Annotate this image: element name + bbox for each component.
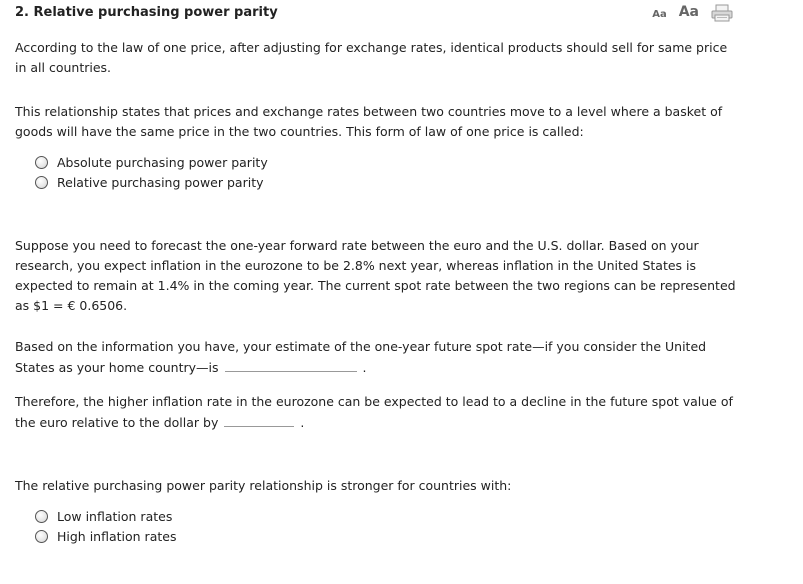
radio-button[interactable] [35, 530, 48, 543]
radio-button[interactable] [35, 510, 48, 523]
radio-button[interactable] [35, 156, 48, 169]
q3-prompt: The relative purchasing power parity relationship is stronger for countries with: [15, 478, 512, 493]
question-title: 2. Relative purchasing power parity [15, 5, 278, 20]
option-label: Relative purchasing power parity [57, 174, 264, 190]
q1-options [35, 152, 268, 192]
spot-rate-answer-input[interactable] [225, 357, 357, 372]
decline-period: . [300, 415, 305, 430]
print-icon[interactable] [711, 4, 733, 20]
option-label: Low inflation rates [57, 508, 173, 524]
decline-answer-input[interactable] [224, 412, 294, 427]
q1-option-absolute[interactable] [35, 152, 268, 172]
radio-button[interactable] [35, 176, 48, 189]
spot-rate-question [15, 337, 740, 378]
q3-option-low[interactable] [35, 506, 176, 526]
text-size-small-button[interactable]: Aa [652, 9, 667, 20]
q1-option-relative[interactable] [35, 172, 268, 192]
decline-text: Therefore, the higher inflation rate in the eurozone can be expected to lead to a decline in the future spot value of the euro relative to the dollar by [15, 394, 733, 430]
option-label: High inflation rates [57, 528, 177, 544]
scenario-paragraph: Suppose you need to forecast the one-year forward rate between the euro and the U.S. dollar. Based on your research, you expect inflation in the eurozone to be 2.8% next year, whereas inflation in the United States is expected to remain at 1.4% in the coming year. The current spot rate between the two regions can be represented as $1 = € 0.6506. [15, 238, 736, 313]
intro-paragraph-2: This relationship states that prices and exchange rates between two countries move to a level where a basket of goods will have the same price in the two countries. This form of law of one price is called: [15, 104, 723, 139]
text-size-large-button[interactable]: Aa [678, 4, 699, 20]
spot-rate-period: . [362, 360, 367, 375]
intro-paragraph-1: According to the law of one price, after adjusting for exchange rates, identical products should sell for same price in all countries. [15, 40, 728, 75]
q3-option-high[interactable] [35, 526, 176, 546]
decline-question [15, 392, 740, 433]
spot-rate-text: Based on the information you have, your estimate of the one-year future spot rate—if you consider the United States as your home country—is [15, 339, 707, 375]
q3-options [35, 506, 176, 546]
text-tools [652, 4, 733, 20]
option-label: Absolute purchasing power parity [57, 154, 268, 170]
